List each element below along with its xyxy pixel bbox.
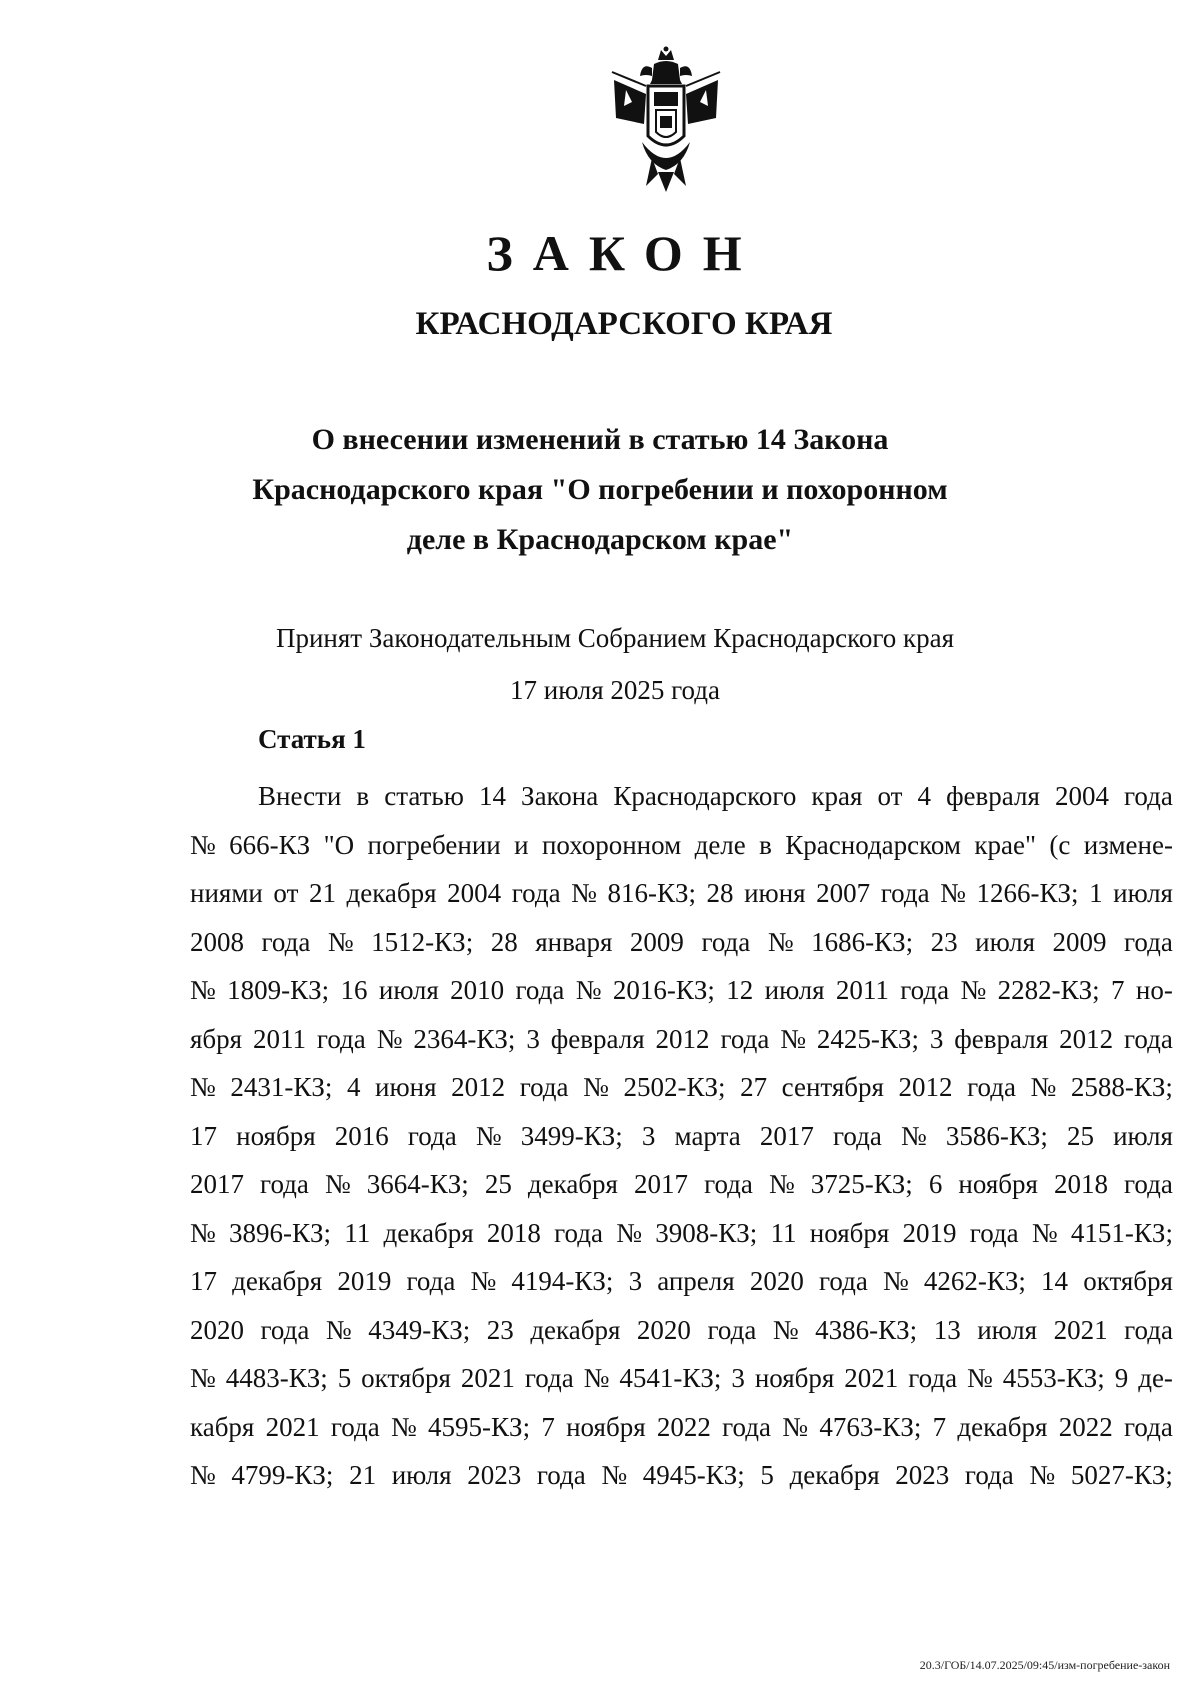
article-word: де-: [1138, 1363, 1173, 1393]
article-word: 21: [308, 878, 336, 908]
article-word: декабря: [232, 1266, 323, 1296]
article-word: погребении: [367, 829, 501, 860]
article-word: крае": [974, 829, 1036, 860]
article-word: 1686-КЗ;: [811, 926, 914, 957]
article-word: 2023: [467, 1460, 522, 1490]
article-word: 2004: [1054, 781, 1109, 811]
article-word: 2022: [1058, 1411, 1113, 1442]
article-word: 2012: [451, 1072, 506, 1102]
article-word: 2009: [1052, 926, 1107, 957]
article-word: 4386-КЗ;: [815, 1314, 918, 1345]
article-word: года: [261, 926, 311, 957]
article-word: 21: [349, 1460, 377, 1490]
article-word: 2021: [460, 1363, 515, 1393]
article-word: кабря: [190, 1411, 255, 1442]
article-text-line: [190, 869, 1173, 918]
article-word: 7: [541, 1411, 555, 1442]
article-word: 12: [726, 975, 754, 1005]
article-word: в: [759, 829, 772, 860]
article-word: статью: [384, 781, 464, 811]
article-word: 2012: [898, 1072, 953, 1102]
law-title-line: Краснодарского края "О погребении и похоронном: [252, 473, 948, 506]
article-word: №: [782, 1411, 809, 1442]
article-word: 4799-КЗ;: [231, 1460, 334, 1490]
article-text-line: [190, 1354, 1173, 1403]
article-word: июля: [764, 975, 825, 1005]
article-word: №: [325, 1314, 352, 1345]
article-word: №: [190, 1460, 216, 1490]
article-word: но-: [1135, 975, 1173, 1005]
article-word: года: [707, 1314, 757, 1345]
article-word: 2018: [486, 1217, 541, 1248]
article-word: №: [940, 878, 966, 908]
article-word: апреля: [657, 1266, 735, 1296]
article-word: №: [190, 975, 216, 1005]
article-word: ноября: [958, 1169, 1038, 1199]
article-word: №: [583, 1363, 610, 1393]
article-word: года: [900, 975, 950, 1005]
article-word: 2008: [190, 926, 244, 957]
krasnodar-coat-of-arms-icon: [606, 46, 726, 196]
article-word: №: [575, 975, 602, 1005]
article-word: 13: [933, 1314, 961, 1345]
article-word: 6: [928, 1169, 943, 1199]
article-word: года: [316, 1023, 366, 1054]
article-word: от: [877, 781, 903, 811]
article-word: 2017: [190, 1169, 244, 1199]
article-word: декабря: [530, 1314, 621, 1345]
article-word: 5027-КЗ;: [1070, 1460, 1173, 1490]
article-word: "О: [323, 829, 355, 860]
article-word: июня: [744, 878, 806, 908]
article-text-line: [190, 1112, 1173, 1161]
article-word: №: [190, 1072, 216, 1102]
article-word: 7: [1111, 975, 1125, 1005]
article-word: года: [407, 1120, 457, 1151]
article-word: декабря: [527, 1169, 618, 1199]
article-word: 1809-КЗ;: [227, 975, 330, 1005]
article-word: №: [767, 926, 794, 957]
article-word: №: [571, 878, 597, 908]
article-body: [190, 772, 1173, 1500]
article-word: 4262-КЗ;: [923, 1266, 1026, 1296]
article-word: февраля: [946, 781, 1040, 811]
article-word: года: [722, 1411, 772, 1442]
article-word: марта: [674, 1120, 741, 1151]
article-word: года: [1124, 1314, 1173, 1345]
article-word: года: [818, 1266, 868, 1296]
article-word: 3896-КЗ;: [229, 1217, 332, 1248]
article-word: 2016: [334, 1120, 389, 1151]
article-word: года: [554, 1217, 603, 1248]
article-word: ября: [190, 1023, 243, 1054]
article-word: 2019: [337, 1266, 392, 1296]
article-word: 3725-КЗ;: [810, 1169, 913, 1199]
article-word: №: [475, 1120, 502, 1151]
article-word: года: [880, 878, 930, 908]
article-word: 5: [760, 1460, 774, 1490]
article-word: №: [1029, 1460, 1056, 1490]
article-word: 2012: [655, 1023, 710, 1054]
article-text-line: [190, 1306, 1173, 1355]
article-word: января: [535, 926, 613, 957]
article-word: №: [190, 1363, 216, 1393]
article-word: ноября: [809, 1217, 890, 1248]
article-word: года: [701, 926, 751, 957]
article-word: 25: [1066, 1120, 1094, 1151]
article-word: 2021: [1053, 1314, 1108, 1345]
article-word: ноября: [754, 1363, 835, 1393]
article-word: года: [967, 1072, 1016, 1102]
article-word: ниями: [190, 878, 263, 908]
article-word: 4763-КЗ;: [819, 1411, 922, 1442]
article-word: №: [616, 1217, 642, 1248]
article-word: 9: [1114, 1363, 1129, 1393]
article-word: ноября: [566, 1411, 646, 1442]
article-word: года: [1124, 1169, 1173, 1199]
article-word: года: [1123, 1411, 1173, 1442]
article-text-line: [190, 1063, 1173, 1112]
article-word: измене-: [1083, 829, 1173, 860]
article-word: июля: [1113, 1120, 1173, 1151]
article-word: 3499-КЗ;: [520, 1120, 623, 1151]
law-title-line: деле в Краснодарском крае": [406, 523, 794, 556]
article-word: года: [908, 1363, 958, 1393]
article-word: 2019: [902, 1217, 957, 1248]
article-word: 4541-КЗ;: [619, 1363, 722, 1393]
article-word: года: [524, 1363, 574, 1393]
article-word: 3: [641, 1120, 656, 1151]
article-word: №: [967, 1363, 993, 1393]
article-word: октября: [1083, 1266, 1173, 1296]
article-word: (с: [1049, 829, 1071, 860]
article-word: №: [601, 1460, 628, 1490]
article-word: 5: [337, 1363, 352, 1393]
article-word: 2007: [816, 878, 871, 908]
article-word: 3: [526, 1023, 540, 1054]
article-word: года: [969, 1217, 1019, 1248]
article-word: 4: [346, 1072, 361, 1102]
article-word: 3664-КЗ;: [366, 1169, 469, 1199]
article-text-line: [190, 1015, 1173, 1064]
article-word: 2022: [656, 1411, 711, 1442]
article-word: ноября: [236, 1120, 316, 1151]
article-text-line: [190, 918, 1173, 967]
article-text-line: [190, 1160, 1173, 1209]
article-word: года: [511, 878, 561, 908]
article-word: 4: [917, 781, 931, 811]
article-word: 1512-КЗ;: [371, 926, 474, 957]
article-word: года: [720, 1023, 770, 1054]
adoption-line: Принят Законодательным Собранием Краснодарского края: [275, 623, 955, 653]
article-word: №: [882, 1266, 909, 1296]
article-word: года: [260, 1169, 309, 1199]
article-word: №: [772, 1314, 799, 1345]
article-word: года: [704, 1169, 753, 1199]
article-word: 4483-КЗ;: [225, 1363, 328, 1393]
article-word: 3586-КЗ;: [945, 1120, 1048, 1151]
article-word: 2020: [190, 1314, 244, 1345]
article-word: 666-КЗ: [229, 829, 311, 860]
adoption-note: [200, 612, 1030, 716]
article-word: 28: [706, 878, 734, 908]
article-word: 4349-КЗ;: [368, 1314, 471, 1345]
article-word: №: [900, 1120, 927, 1151]
article-word: 11: [344, 1217, 371, 1248]
article-word: 2021: [265, 1411, 320, 1442]
article-word: июля: [378, 975, 439, 1005]
article-word: 2018: [1053, 1169, 1108, 1199]
article-word: года: [964, 1460, 1014, 1490]
article-word: 2502-КЗ;: [623, 1072, 726, 1102]
article-text-line: [190, 1403, 1173, 1452]
article-word: 2016-КЗ;: [612, 975, 715, 1005]
article-word: 4553-КЗ;: [1002, 1363, 1105, 1393]
article-word: Внести: [258, 781, 342, 811]
adoption-date: 17 июля 2025 года: [510, 675, 720, 705]
article-word: №: [1030, 1072, 1057, 1102]
article-word: 1: [1089, 878, 1103, 908]
article-word: 4194-КЗ;: [511, 1266, 614, 1296]
article-word: декабря: [957, 1411, 1048, 1442]
article-word: от: [273, 878, 299, 908]
article-word: 2017: [759, 1120, 814, 1151]
article-word: июля: [1113, 878, 1173, 908]
article-word: 11: [770, 1217, 797, 1248]
article-word: 2012: [1059, 1023, 1114, 1054]
article-text-line: [190, 1209, 1173, 1258]
article-word: 2011: [835, 975, 889, 1005]
article-word: №: [470, 1266, 497, 1296]
article-word: 816-КЗ;: [607, 878, 696, 908]
article-text-line: [190, 772, 1173, 821]
article-word: и: [514, 829, 529, 860]
article-word: 2425-КЗ;: [816, 1023, 919, 1054]
article-word: 2364-КЗ;: [413, 1023, 516, 1054]
article-word: года: [406, 1266, 456, 1296]
article-word: 28: [490, 926, 518, 957]
article-word: 2011: [253, 1023, 306, 1054]
article-word: 17: [190, 1120, 217, 1151]
article-word: Краснодарского: [613, 781, 797, 811]
article-word: 2020: [636, 1314, 691, 1345]
article-word: 2431-КЗ;: [230, 1072, 333, 1102]
article-word: года: [519, 1072, 569, 1102]
article-word: Краснодарском: [785, 829, 961, 860]
document-type-heading: ЗАКОН: [486, 225, 762, 281]
article-word: 2021: [844, 1363, 899, 1393]
article-word: деле: [694, 829, 746, 860]
article-word: июля: [977, 1314, 1038, 1345]
article-word: 3: [731, 1363, 745, 1393]
article-word: 3: [929, 1023, 944, 1054]
article-word: 2009: [629, 926, 684, 957]
article-word: года: [832, 1120, 882, 1151]
article-word: 14: [478, 781, 506, 811]
article-text-line: [190, 966, 1173, 1015]
article-word: №: [1031, 1217, 1058, 1248]
article-word: 25: [484, 1169, 512, 1199]
article-text-line: [190, 1257, 1173, 1306]
article-word: декабря: [346, 878, 437, 908]
article-word: в: [356, 781, 370, 811]
article-word: №: [376, 1023, 403, 1054]
article-word: 4945-КЗ;: [642, 1460, 745, 1490]
article-word: 4151-КЗ;: [1070, 1217, 1173, 1248]
article-word: декабря: [789, 1460, 880, 1490]
article-word: 16: [340, 975, 368, 1005]
article-word: июля: [391, 1460, 452, 1490]
article-word: №: [190, 1217, 216, 1248]
article-word: года: [1124, 781, 1173, 811]
article-word: 2010: [450, 975, 505, 1005]
article-word: похоронном: [541, 829, 682, 860]
article-word: 14: [1041, 1266, 1069, 1296]
article-word: года: [1124, 926, 1173, 957]
article-word: 2588-КЗ;: [1070, 1072, 1173, 1102]
article-word: 2020: [749, 1266, 804, 1296]
article-word: года: [536, 1460, 586, 1490]
law-title: [200, 415, 1000, 565]
article-word: октября: [361, 1363, 451, 1393]
region-heading: КРАСНОДАРСКОГО КРАЯ: [415, 306, 833, 342]
article-word: года: [330, 1411, 380, 1442]
article-word: №: [324, 1169, 351, 1199]
article-word: №: [327, 926, 354, 957]
article-word: года: [260, 1314, 310, 1345]
article-word: 1266-КЗ;: [976, 878, 1079, 908]
article-word: февраля: [550, 1023, 645, 1054]
document-footer-code: 20.3/ГОБ/14.07.2025/09:45/изм-погребение-закон: [919, 1658, 1170, 1672]
article-word: 7: [932, 1411, 947, 1442]
article-word: 27: [740, 1072, 768, 1102]
article-word: 2017: [634, 1169, 689, 1199]
law-title-line: О внесении изменений в статью 14 Закона: [311, 423, 889, 456]
article-word: №: [583, 1072, 609, 1102]
article-heading: Статья 1: [258, 724, 366, 754]
article-word: 2282-КЗ;: [997, 975, 1100, 1005]
article-word: февраля: [954, 1023, 1049, 1054]
article-word: 2004: [447, 878, 502, 908]
article-word: №: [960, 975, 987, 1005]
article-word: 23: [486, 1314, 514, 1345]
article-word: сентября: [781, 1072, 884, 1102]
article-word: №: [768, 1169, 795, 1199]
article-word: июня: [375, 1072, 437, 1102]
article-word: года: [1123, 1023, 1173, 1054]
article-word: июля: [975, 926, 1035, 957]
article-word: края: [811, 781, 863, 811]
article-word: 23: [930, 926, 958, 957]
article-word: 3908-КЗ;: [655, 1217, 758, 1248]
article-word: 3: [628, 1266, 643, 1296]
article-word: 17: [190, 1266, 217, 1296]
article-text-line: [190, 1451, 1173, 1500]
article-word: года: [515, 975, 565, 1005]
article-word: 2023: [895, 1460, 950, 1490]
article-word: Закона: [521, 781, 599, 811]
article-word: №: [780, 1023, 806, 1054]
article-text-line: [190, 821, 1173, 870]
article-word: №: [190, 829, 216, 860]
article-word: №: [391, 1411, 417, 1442]
article-word: декабря: [383, 1217, 474, 1248]
article-word: 4595-КЗ;: [428, 1411, 531, 1442]
